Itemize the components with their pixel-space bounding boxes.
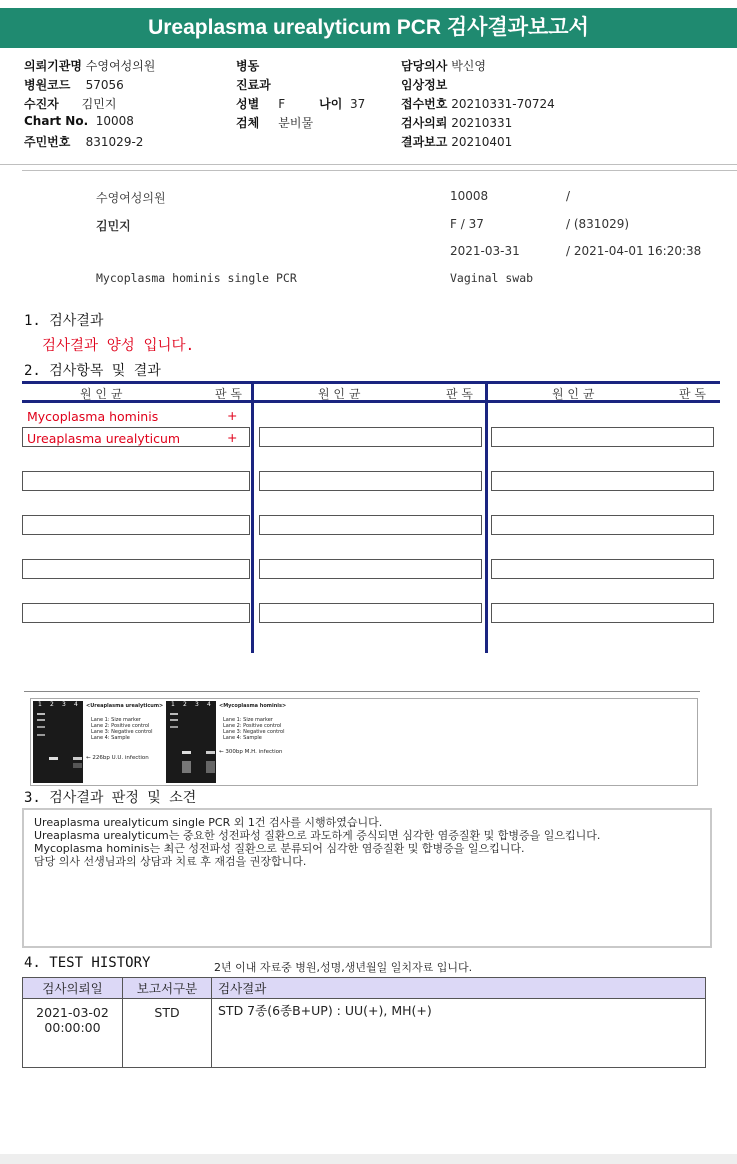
organism-name: Mycoplasma hominis <box>27 409 159 424</box>
result-cell <box>22 471 250 491</box>
result-cell <box>22 515 250 535</box>
ward-label: 병동 <box>236 59 260 73</box>
col-header-organism: 원 인 균 <box>80 387 123 401</box>
info-label: 병원코드 <box>24 78 71 92</box>
info-column-2 <box>236 57 365 133</box>
gel-image <box>30 698 698 786</box>
col-header-organism: 원 인 균 <box>552 387 595 401</box>
section-2-title: 2. 검사항목 및 결과 <box>24 363 161 379</box>
history-result: STD 7종(6종B+UP) : UU(+), MH(+) <box>212 999 706 1068</box>
result-summary: 검사결과 양성 입니다. <box>42 338 195 354</box>
info-label: Chart No. <box>24 114 89 128</box>
info-value: 20210331-70724 <box>451 97 555 111</box>
col-header-judgement: 판 독 <box>679 387 706 401</box>
section-1-title: 1. 검사결과 <box>24 313 104 329</box>
table-top-border <box>22 381 720 384</box>
history-header-result: 검사결과 <box>212 978 706 999</box>
organism-name: Ureaplasma urealyticum <box>27 431 181 446</box>
sex-label: 성별 <box>236 97 260 111</box>
info-label: 수진자 <box>24 97 59 111</box>
uu-band-label: ← 226bp U.U. infection <box>86 755 149 761</box>
info-label: 접수번호 <box>401 97 448 111</box>
result-cell <box>491 559 714 579</box>
info-label: 의뢰기관명 <box>24 59 82 73</box>
patient-name: 김민지 <box>96 219 131 233</box>
result-cell <box>491 427 714 447</box>
history-note: 2년 이내 자료중 병원,성명,생년월일 일치자료 입니다. <box>214 961 473 974</box>
finding-line: 담당 의사 선생님과의 상담과 치료 후 재검을 권장합니다. <box>34 855 307 868</box>
section-3-title: 3. 검사결과 판정 및 소견 <box>24 790 197 806</box>
clinic-name: 수영여성의원 <box>96 191 166 205</box>
history-time-value: 00:00:00 <box>44 1020 101 1035</box>
info-value: 20210331 <box>451 116 513 130</box>
finding-line: Ureaplasma urealyticum는 중요한 성전파성 질환으로 과도하게 증식되면 심각한 염증질환 및 합병증을 일으킵니다. <box>34 829 601 842</box>
test-name: Mycoplasma hominis single PCR <box>96 271 297 285</box>
result-cell <box>491 515 714 535</box>
result-cell <box>259 427 482 447</box>
result-cell <box>491 471 714 491</box>
specimen-type: Vaginal swab <box>450 271 534 285</box>
history-date <box>23 999 123 1068</box>
header-divider-2 <box>22 170 737 171</box>
organism-result: + <box>227 430 238 445</box>
footer-bar <box>0 1154 737 1164</box>
gel-legend: Lane 1: Size marker Lane 2: Positive control Lane 3: Negative control Lane 4: Sample <box>223 717 285 741</box>
gel-lane-label: 4 <box>74 701 78 708</box>
finding-line: Ureaplasma urealyticum single PCR 외 1건 검사를 시행하였습니다. <box>34 816 383 829</box>
history-header-type: 보고서구분 <box>123 978 212 999</box>
result-cell <box>491 603 714 623</box>
gel-legend: Lane 1: Size marker Lane 2: Positive control Lane 3: Negative control Lane 4: Sample <box>91 717 153 741</box>
report-title: Ureaplasma urealyticum PCR 검사결과보고서 <box>0 8 737 48</box>
info-value: 20210401 <box>451 135 513 149</box>
gel-lane-label: 2 <box>183 701 187 708</box>
age-label: 나이 <box>319 97 343 111</box>
specimen-value: 분비물 <box>278 116 314 130</box>
result-cell <box>259 515 482 535</box>
result-cell <box>22 559 250 579</box>
gel-lane-label: 3 <box>195 701 199 708</box>
report-datetime: / 2021-04-01 16:20:38 <box>566 244 702 258</box>
info-label: 검사의뢰 <box>401 116 448 130</box>
request-date: 2021-03-31 <box>450 244 520 258</box>
age-value: 37 <box>350 97 366 111</box>
result-cell <box>259 603 482 623</box>
finding-line: Mycoplasma hominis는 최근 성전파성 질환으로 분류되어 심각한 염증질환 및 합병증을 일으킵니다. <box>34 842 525 855</box>
table-header-border <box>22 400 720 403</box>
mh-band-label: ← 300bp M.H. infection <box>219 749 283 755</box>
gel-lane-label: 4 <box>207 701 211 708</box>
gel-lane-label: 1 <box>38 701 42 708</box>
table-column-divider <box>485 381 488 653</box>
col-header-organism: 원 인 균 <box>318 387 361 401</box>
history-header-date: 검사의뢰일 <box>23 978 123 999</box>
organism-result: + <box>227 408 238 423</box>
chart-number: 10008 <box>450 189 489 203</box>
info-value: 831029-2 <box>85 135 144 149</box>
result-cell <box>259 559 482 579</box>
info-value: 박신영 <box>451 59 486 73</box>
gel-lane-label: 3 <box>62 701 66 708</box>
info-value: 김민지 <box>81 97 117 111</box>
table-column-divider <box>251 381 254 653</box>
history-table <box>22 977 706 1068</box>
col-header-judgement: 판 독 <box>215 387 242 401</box>
patient-sex-age: F / 37 <box>450 217 484 231</box>
uu-gel-photo <box>33 701 83 783</box>
gel-lane-label: 2 <box>50 701 54 708</box>
separator: / <box>566 189 571 203</box>
info-value: 10008 <box>95 114 134 128</box>
info-label: 담당의사 <box>401 59 448 73</box>
mh-gel-photo <box>166 701 216 783</box>
mh-gel-title: <Mycoplasma hominis> <box>219 703 287 709</box>
history-type: STD <box>123 999 212 1068</box>
info-column-3 <box>401 57 555 152</box>
history-date-value: 2021-03-02 <box>36 1005 109 1020</box>
patient-id: / (831029) <box>566 217 630 231</box>
section-4-title: 4. TEST HISTORY <box>24 955 151 971</box>
gel-divider <box>24 691 700 692</box>
uu-gel-title: <Ureaplasma urealyticum> <box>86 703 164 709</box>
gel-lane-label: 1 <box>171 701 175 708</box>
info-label: 임상정보 <box>401 78 448 92</box>
result-cell <box>259 471 482 491</box>
info-label: 결과보고 <box>401 135 448 149</box>
info-value: 수영여성의원 <box>85 59 156 73</box>
info-column-1 <box>24 57 155 152</box>
findings-box <box>22 808 712 948</box>
info-label: 주민번호 <box>24 135 71 149</box>
specimen-label: 검체 <box>236 116 260 130</box>
dept-label: 진료과 <box>236 78 271 92</box>
table-row <box>23 999 706 1068</box>
header-divider <box>0 164 737 165</box>
col-header-judgement: 판 독 <box>446 387 473 401</box>
result-cell <box>22 603 250 623</box>
info-value: 57056 <box>85 78 124 92</box>
sex-value: F <box>278 97 286 111</box>
